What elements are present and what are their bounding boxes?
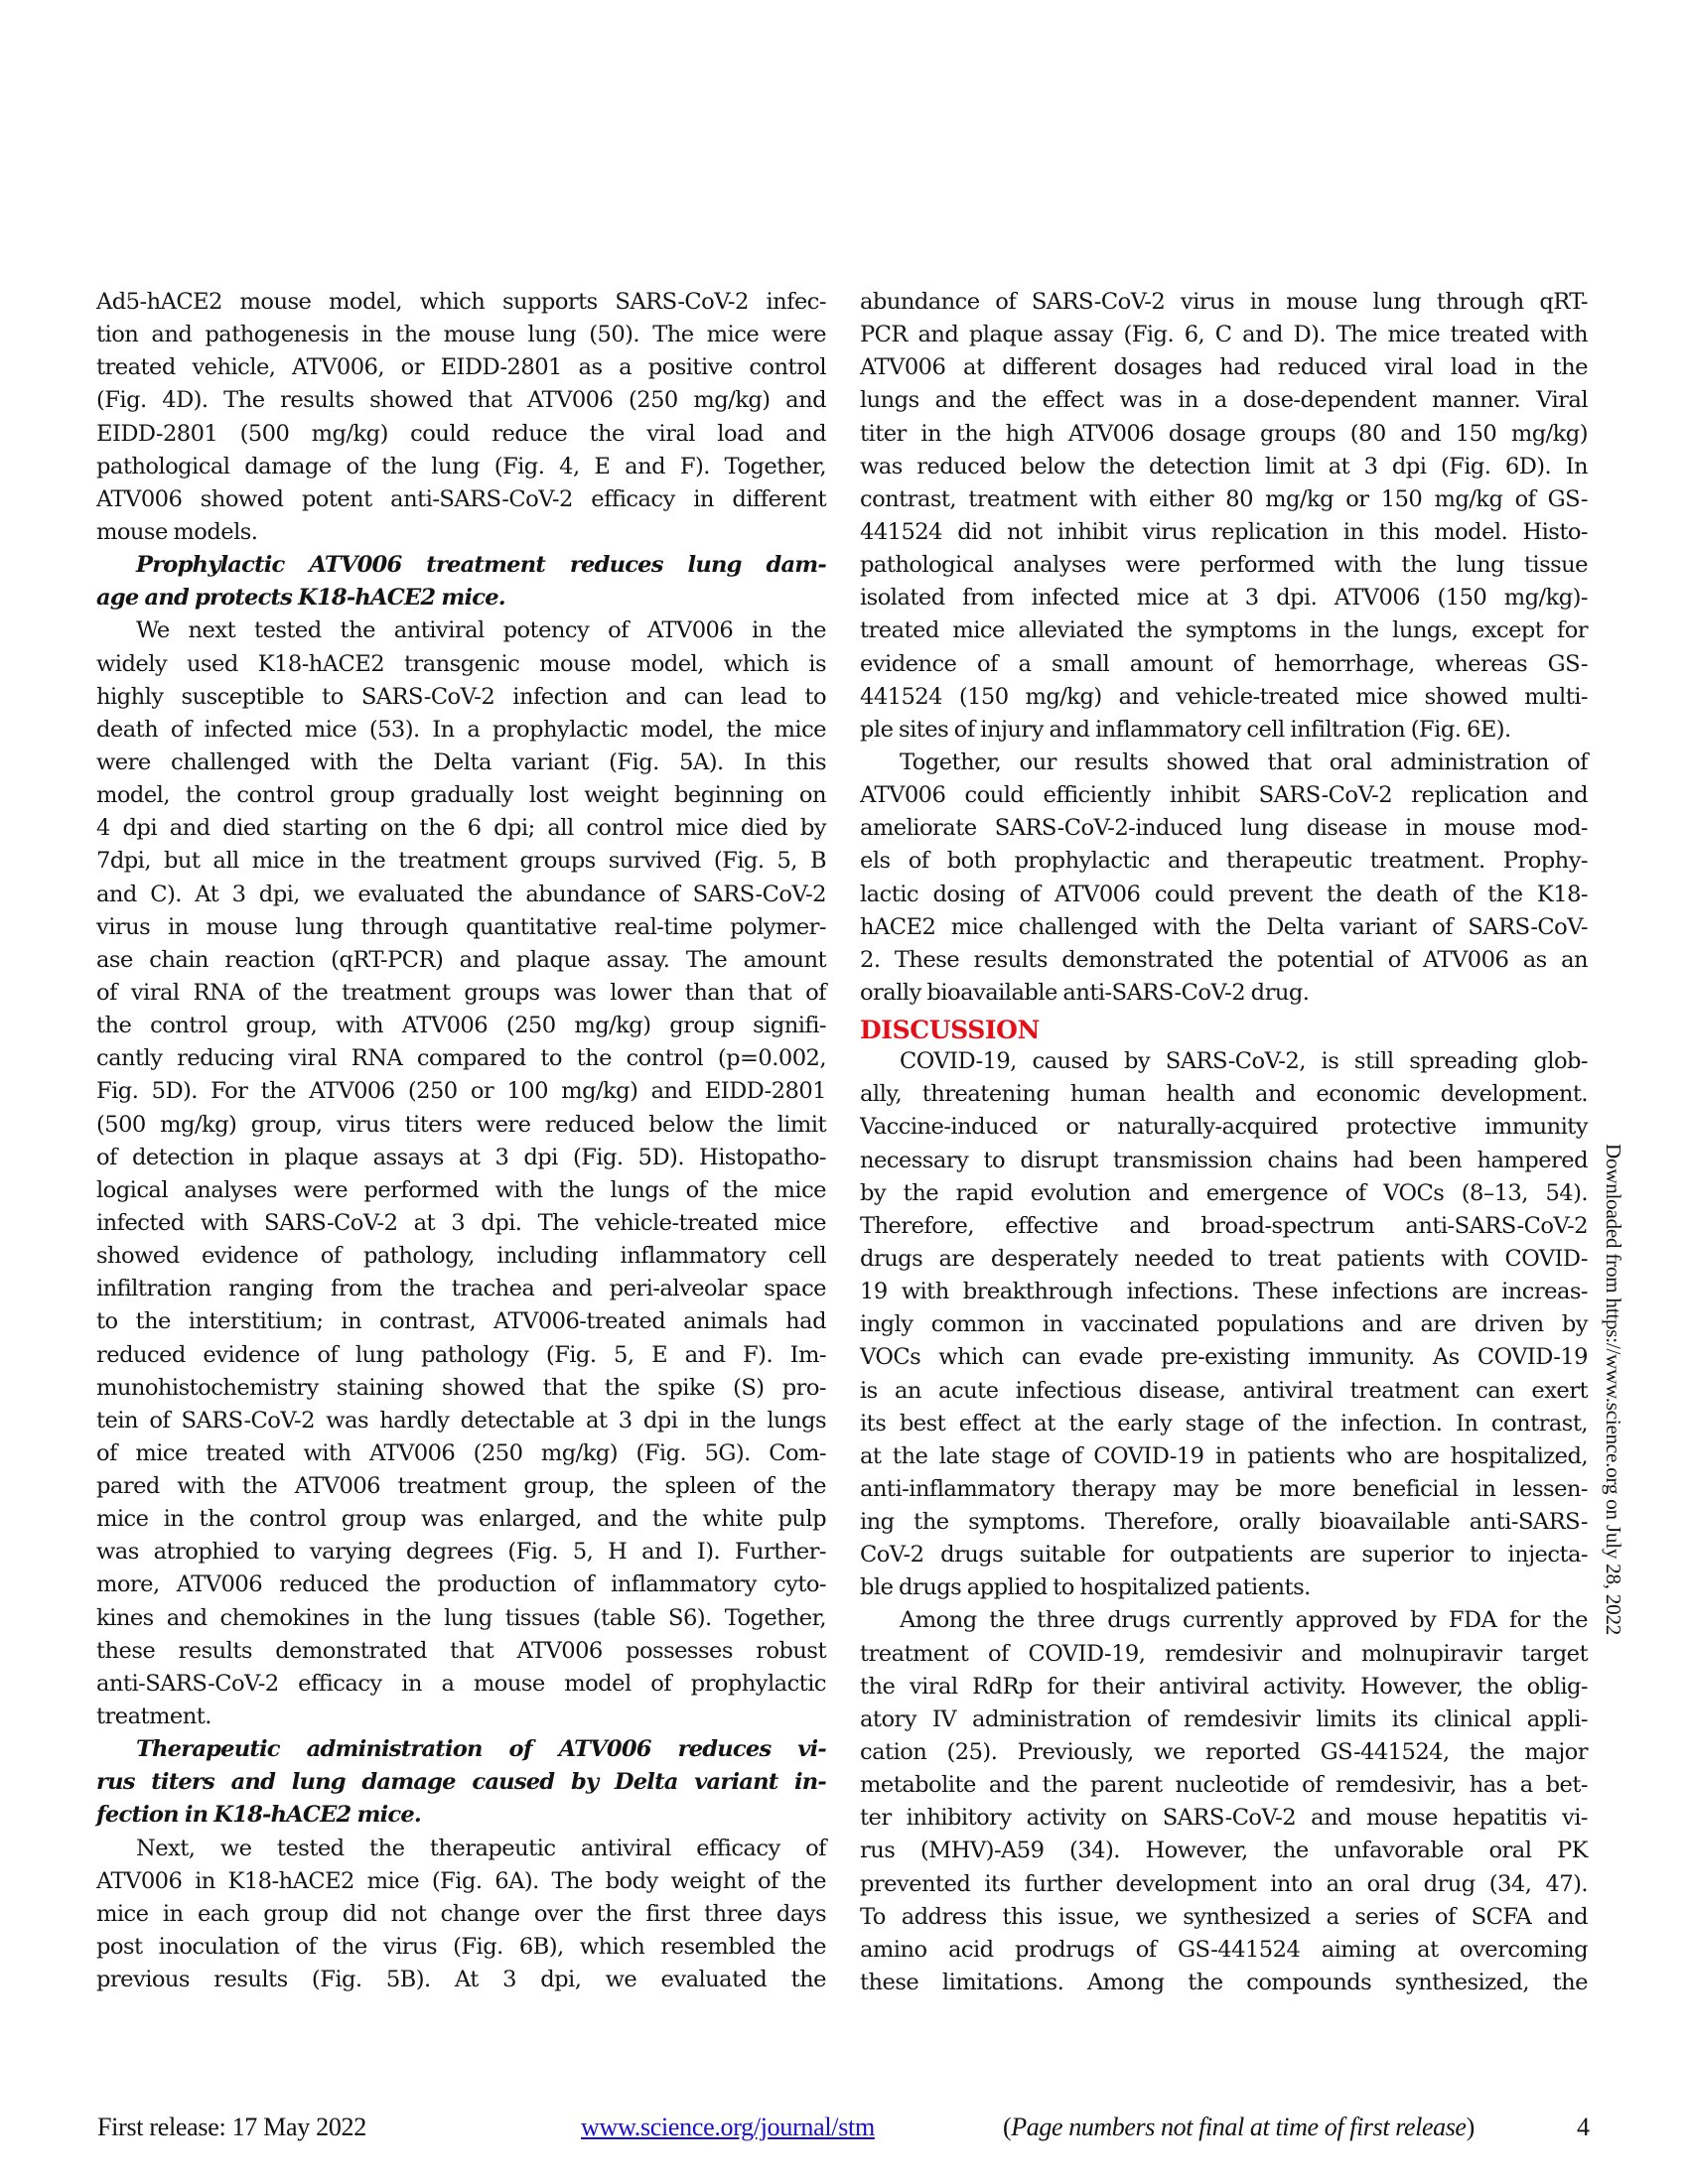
text-line: We next tested the antiviral potency of ATV006 in the	[136, 617, 826, 644]
text-line: previous results (Fig. 5B). At 3 dpi, we evaluated the	[96, 1967, 826, 1993]
text-line: els of both prophylactic and therapeutic treatment. Prophy-	[860, 848, 1588, 875]
text-line: evidence of a small amount of hemorrhage, whereas GS-	[860, 650, 1588, 677]
text-line: anti-SARS-CoV-2 efficacy in a mouse model of prophylactic	[96, 1670, 826, 1697]
note-close-paren: )	[1466, 2113, 1475, 2141]
subsection-heading-line: Therapeutic administration of ATV006 reduces vi-	[136, 1736, 826, 1763]
text-line: these limitations. Among the compounds synthesized, the	[860, 1970, 1588, 1996]
text-line: cantly reducing viral RNA compared to the control (p=0.002,	[96, 1045, 826, 1072]
text-line: ATV006 could efficiently inhibit SARS-CoV-2 replication and	[860, 782, 1588, 809]
text-line: abundance of SARS-CoV-2 virus in mouse lung through qRT-	[860, 289, 1588, 315]
text-line: the viral RdRp for their antiviral activity. However, the oblig-	[860, 1673, 1588, 1700]
text-line: atory IV administration of remdesivir limits its clinical appli-	[860, 1706, 1588, 1732]
text-line: anti-inflammatory therapy may be more beneficial in lessen-	[860, 1475, 1588, 1502]
text-line: (Fig. 4D). The results showed that ATV006 (250 mg/kg) and	[96, 387, 826, 414]
text-line: orally bioavailable anti-SARS-CoV-2 drug.	[860, 979, 1310, 1006]
text-line: these results demonstrated that ATV006 possesses robust	[96, 1637, 826, 1664]
text-line: tein of SARS-CoV-2 was hardly detectable at 3 dpi in the lungs	[96, 1407, 826, 1433]
text-line: ing the symptoms. Therefore, orally bioavailable anti-SARS-	[860, 1509, 1588, 1536]
text-line: and C). At 3 dpi, we evaluated the abundance of SARS-CoV-2	[96, 881, 826, 907]
text-line: at the late stage of COVID-19 in patients who are hospitalized,	[860, 1442, 1588, 1469]
text-line: widely used K18-hACE2 transgenic mouse model, which is	[96, 650, 826, 677]
text-line: of viral RNA of the treatment groups was lower than that of	[96, 979, 826, 1006]
text-line: showed evidence of pathology, including inflammatory cell	[96, 1243, 826, 1270]
right-column	[860, 286, 1588, 1999]
text-line: Among the three drugs currently approved by FDA for the	[900, 1607, 1588, 1634]
text-line: CoV-2 drugs suitable for outpatients are superior to injecta-	[860, 1542, 1588, 1569]
text-line: metabolite and the parent nucleotide of remdesivir, has a bet-	[860, 1772, 1588, 1799]
text-line: ATV006 in K18-hACE2 mice (Fig. 6A). The body weight of the	[96, 1867, 826, 1894]
text-line: to the interstitium; in contrast, ATV006-treated animals had	[96, 1308, 826, 1335]
text-line: treatment of COVID-19, remdesivir and molnupiravir target	[860, 1640, 1588, 1667]
text-line: (500 mg/kg) group, virus titers were reduced below the limit	[96, 1111, 826, 1138]
text-line: is an acute infectious disease, antiviral treatment can exert	[860, 1377, 1588, 1404]
text-line: by the rapid evolution and emergence of VOCs (8–13, 54).	[860, 1179, 1588, 1206]
text-line: of detection in plaque assays at 3 dpi (Fig. 5D). Histopatho-	[96, 1144, 826, 1170]
text-line: Together, our results showed that oral administration of	[900, 749, 1588, 775]
text-line: infiltration ranging from the trachea and peri-alveolar space	[96, 1276, 826, 1302]
text-line: was reduced below the detection limit at 3 dpi (Fig. 6D). In	[860, 453, 1588, 479]
text-line: ingly common in vaccinated populations and are driven by	[860, 1311, 1588, 1338]
text-line: mouse models.	[96, 518, 258, 545]
text-line: prevented its further development into an oral drug (34, 47).	[860, 1870, 1588, 1897]
text-line: hACE2 mice challenged with the Delta variant of SARS-CoV-	[860, 913, 1588, 940]
text-line: 7dpi, but all mice in the treatment groups survived (Fig. 5, B	[96, 848, 826, 875]
text-line: pathological damage of the lung (Fig. 4, E and F). Together,	[96, 453, 826, 479]
text-line: were challenged with the Delta variant (Fig. 5A). In this	[96, 749, 826, 775]
text-line: post inoculation of the virus (Fig. 6B), which resembled the	[96, 1934, 826, 1961]
note-open-paren: (	[1003, 2113, 1012, 2141]
footer-page-note	[1003, 2113, 1475, 2142]
text-line: titer in the high ATV006 dosage groups (80 and 150 mg/kg)	[860, 420, 1588, 447]
text-line: highly susceptible to SARS-CoV-2 infection and can lead to	[96, 683, 826, 710]
text-line: drugs are desperately needed to treat patients with COVID-	[860, 1245, 1588, 1272]
text-line: model, the control group gradually lost weight beginning on	[96, 782, 826, 809]
text-line: mice in each group did not change over the first three days	[96, 1900, 826, 1927]
footer-release-date: First release: 17 May 2022	[97, 2113, 366, 2141]
text-line: COVID-19, caused by SARS-CoV-2, is still spreading glob-	[900, 1048, 1588, 1075]
text-line: more, ATV006 reduced the production of inflammatory cyto-	[96, 1571, 826, 1598]
subsection-heading-line: fection in K18-hACE2 mice.	[96, 1802, 421, 1829]
text-line: mice in the control group was enlarged, and the white pulp	[96, 1506, 826, 1533]
text-line: 2. These results demonstrated the potential of ATV006 as an	[860, 946, 1588, 973]
text-line: was atrophied to varying degrees (Fig. 5, H and I). Further-	[96, 1539, 826, 1566]
text-line: ble drugs applied to hospitalized patients.	[860, 1574, 1311, 1601]
text-line: amino acid prodrugs of GS-441524 aiming at overcoming	[860, 1936, 1588, 1963]
subsection-heading-line: Prophylactic ATV006 treatment reduces lung dam-	[136, 552, 826, 579]
text-line: of mice treated with ATV006 (250 mg/kg) (Fig. 5G). Com-	[96, 1439, 826, 1466]
footer-journal-link[interactable]: www.science.org/journal/stm	[581, 2113, 875, 2141]
text-line: its best effect at the early stage of the infection. In contrast,	[860, 1410, 1588, 1436]
text-line: rus (MHV)-A59 (34). However, the unfavorable oral PK	[860, 1838, 1588, 1864]
text-line: logical analyses were performed with the lungs of the mice	[96, 1176, 826, 1203]
text-line: EIDD-2801 (500 mg/kg) could reduce the viral load and	[96, 420, 826, 447]
text-line: reduced evidence of lung pathology (Fig. 5, E and F). Im-	[96, 1341, 826, 1368]
text-line: the control group, with ATV006 (250 mg/kg) group signifi-	[96, 1013, 826, 1039]
subsection-heading-line: rus titers and lung damage caused by Delta variant in-	[96, 1769, 826, 1796]
text-line: Vaccine-induced or naturally-acquired protective immunity	[860, 1114, 1588, 1141]
text-line: isolated from infected mice at 3 dpi. ATV006 (150 mg/kg)-	[860, 585, 1588, 612]
text-line: munohistochemistry staining showed that the spike (S) pro-	[96, 1374, 826, 1401]
text-line: pared with the ATV006 treatment group, the spleen of the	[96, 1473, 826, 1500]
text-line: ase chain reaction (qRT-PCR) and plaque assay. The amount	[96, 946, 826, 973]
text-line: To address this issue, we synthesized a series of SCFA and	[860, 1903, 1588, 1930]
text-line: ATV006 at different dosages had reduced viral load in the	[860, 354, 1588, 381]
text-line: necessary to disrupt transmission chains had been hampered	[860, 1147, 1588, 1173]
page-number: 4	[1577, 2113, 1590, 2141]
text-line: treatment.	[96, 1704, 211, 1730]
text-line: Fig. 5D). For the ATV006 (250 or 100 mg/kg) and EIDD-2801	[96, 1078, 826, 1105]
text-line: ter inhibitory activity on SARS-CoV-2 and mouse hepatitis vi-	[860, 1805, 1588, 1832]
text-line: Therefore, effective and broad-spectrum anti-SARS-CoV-2	[860, 1212, 1588, 1239]
text-line: lactic dosing of ATV006 could prevent the death of the K18-	[860, 881, 1588, 907]
text-line: pathological analyses were performed with the lung tissue	[860, 552, 1588, 579]
text-line: ameliorate SARS-CoV-2-induced lung disease in mouse mod-	[860, 815, 1588, 842]
text-line: death of infected mice (53). In a prophylactic model, the mice	[96, 716, 826, 743]
text-line: cation (25). Previously, we reported GS-441524, the major	[860, 1739, 1588, 1766]
text-line: treated mice alleviated the symptoms in the lungs, except for	[860, 617, 1588, 644]
text-line: ATV006 showed potent anti-SARS-CoV-2 efficacy in different	[96, 485, 826, 512]
note-text: Page numbers not final at time of first release	[1011, 2113, 1467, 2141]
text-line: kines and chemokines in the lung tissues (table S6). Together,	[96, 1604, 826, 1631]
text-line: Next, we tested the therapeutic antiviral efficacy of	[136, 1835, 826, 1861]
text-line: 441524 did not inhibit virus replication in this model. Histo-	[860, 518, 1588, 545]
text-line: treated vehicle, ATV006, or EIDD-2801 as a positive control	[96, 354, 826, 381]
text-line: ally, threatening human health and economic development.	[860, 1081, 1588, 1108]
text-line: infected with SARS-CoV-2 at 3 dpi. The vehicle-treated mice	[96, 1209, 826, 1236]
text-line: VOCs which can evade pre-existing immunity. As COVID-19	[860, 1344, 1588, 1371]
left-column	[96, 286, 826, 1996]
section-heading-discussion: DISCUSSION	[860, 1016, 1041, 1045]
text-line: lungs and the effect was in a dose-dependent manner. Viral	[860, 387, 1588, 414]
text-line: Ad5-hACE2 mouse model, which supports SARS-CoV-2 infec-	[96, 289, 826, 315]
text-line: ple sites of injury and inflammatory cell infiltration (Fig. 6E).	[860, 716, 1511, 743]
text-line: 441524 (150 mg/kg) and vehicle-treated mice showed multi-	[860, 683, 1588, 710]
text-line: virus in mouse lung through quantitative real-time polymer-	[96, 913, 826, 940]
text-line: tion and pathogenesis in the mouse lung (50). The mice were	[96, 322, 826, 348]
subsection-heading-line: age and protects K18-hACE2 mice.	[96, 585, 505, 612]
text-line: PCR and plaque assay (Fig. 6, C and D). The mice treated with	[860, 322, 1588, 348]
text-line: contrast, treatment with either 80 mg/kg or 150 mg/kg of GS-	[860, 485, 1588, 512]
text-line: 19 with breakthrough infections. These infections are increas-	[860, 1279, 1588, 1305]
text-line: 4 dpi and died starting on the 6 dpi; all control mice died by	[96, 815, 826, 842]
download-watermark: Downloaded from https://www.science.org on July 28, 2022	[1602, 1144, 1625, 1636]
